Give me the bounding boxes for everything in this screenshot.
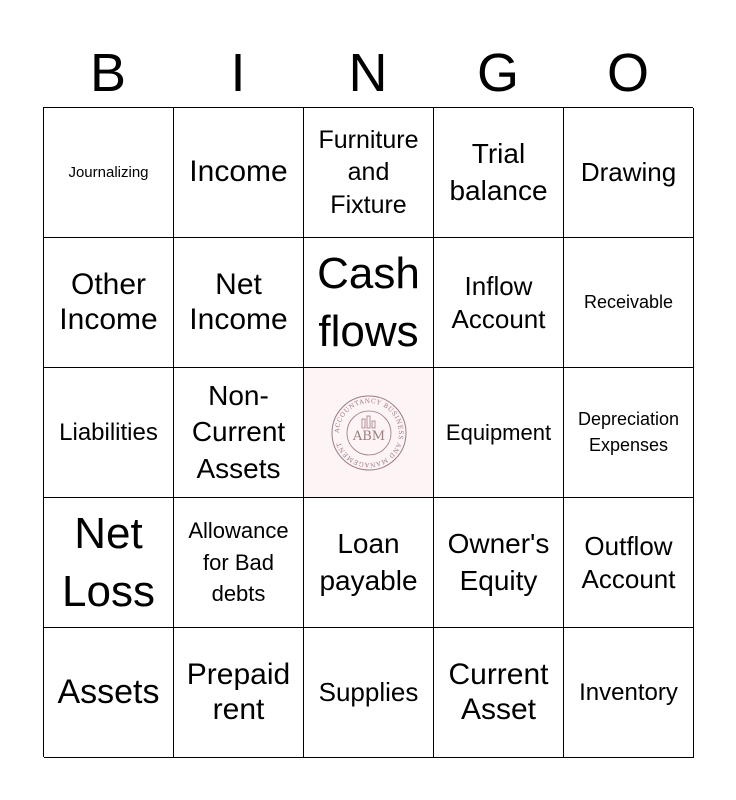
bingo-cell[interactable]: Net Loss: [44, 498, 174, 628]
header-letter-b: B: [89, 43, 127, 103]
bingo-cell[interactable]: Current Asset: [434, 628, 564, 758]
bingo-cell[interactable]: Net Income: [174, 238, 304, 368]
bingo-cell[interactable]: Non-Current Assets: [174, 368, 304, 498]
abm-logo-icon: [329, 393, 409, 473]
bingo-cell[interactable]: Receivable: [564, 238, 694, 368]
logo-text: ABM: [352, 428, 385, 444]
bingo-cell[interactable]: Loan payable: [304, 498, 434, 628]
bingo-cell[interactable]: Allowance for Bad debts: [174, 498, 304, 628]
header-letter-i: I: [230, 43, 246, 103]
free-space-cell[interactable]: [304, 368, 434, 498]
bingo-cell[interactable]: Trial balance: [434, 108, 564, 238]
bingo-cell[interactable]: Furniture and Fixture: [304, 108, 434, 238]
bingo-cell[interactable]: Equipment: [434, 368, 564, 498]
bingo-cell[interactable]: Cash flows: [304, 238, 434, 368]
bingo-grid: [43, 107, 693, 757]
bingo-cell[interactable]: Supplies: [304, 628, 434, 758]
bingo-cell[interactable]: Other Income: [44, 238, 174, 368]
logo-ring-text: ACCOUNTANCY BUSINESS AND MANAGEMENT: [333, 397, 404, 468]
bingo-cell[interactable]: Inflow Account: [434, 238, 564, 368]
bingo-cell[interactable]: Liabilities: [44, 368, 174, 498]
bingo-cell[interactable]: Outflow Account: [564, 498, 694, 628]
bingo-cell[interactable]: Drawing: [564, 108, 694, 238]
bingo-cell[interactable]: Depreciation Expenses: [564, 368, 694, 498]
bingo-cell[interactable]: Assets: [44, 628, 174, 758]
bingo-cell[interactable]: Journalizing: [44, 108, 174, 238]
bingo-cell[interactable]: Owner's Equity: [434, 498, 564, 628]
header-letter-n: N: [348, 43, 388, 103]
bingo-cell[interactable]: Income: [174, 108, 304, 238]
header-letter-g: G: [476, 43, 519, 103]
bingo-cell[interactable]: Prepaid rent: [174, 628, 304, 758]
header-letter-o: O: [606, 43, 649, 103]
bingo-header: [43, 40, 693, 106]
bingo-cell[interactable]: Inventory: [564, 628, 694, 758]
